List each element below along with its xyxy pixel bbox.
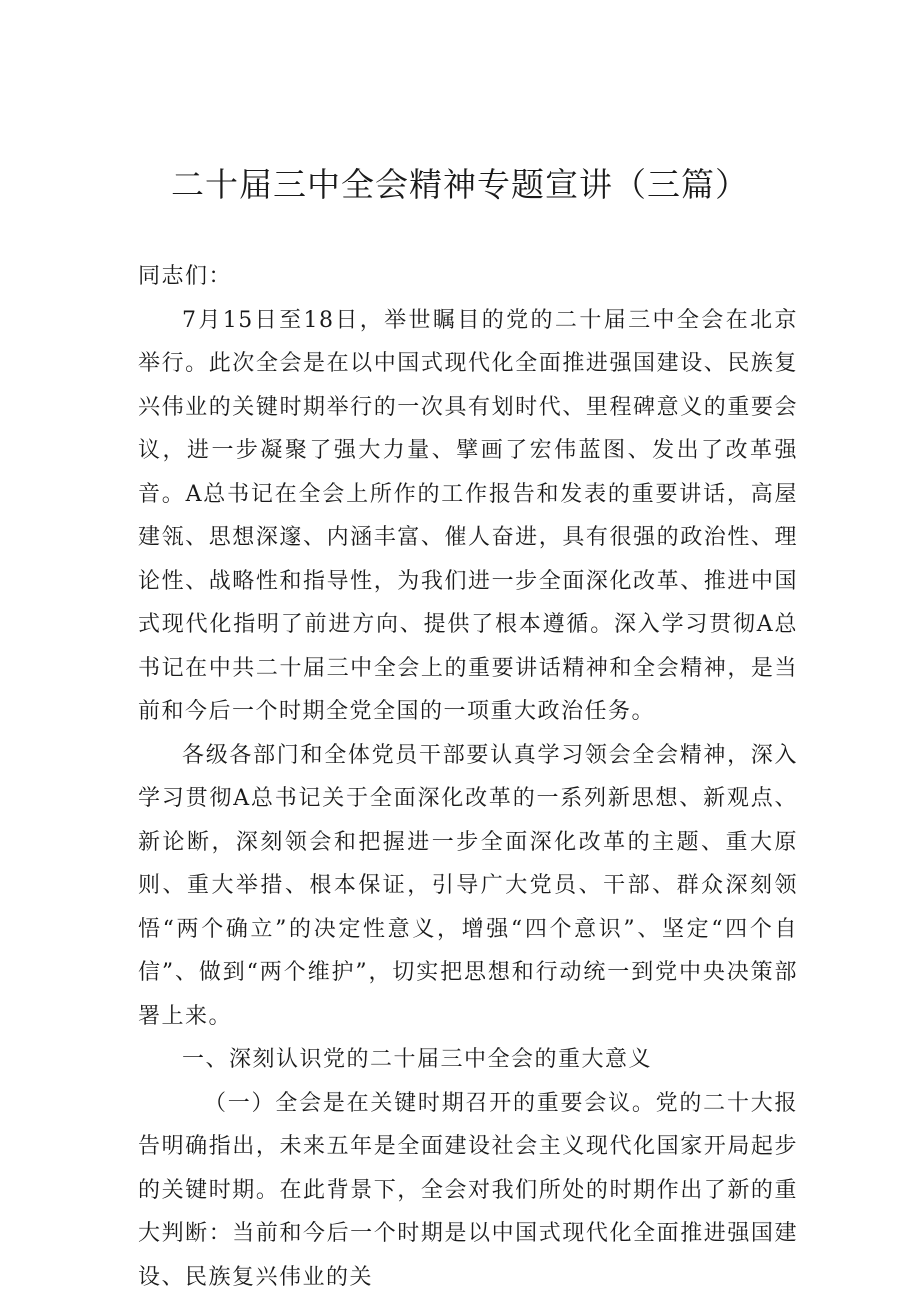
subsection-paragraph: （一）全会是在关键时期召开的重要会议。党的二十大报告明确指出，未来五年是全面建设社会主义现代化国家开局起步的关键时期。在此背景下，全会对我们所处的时期作出了新的重大判断：当前和今后一个时期是以中国式现代化全面推进强国建设、民族复兴伟业的关 bbox=[138, 1090, 798, 1290]
document-body bbox=[138, 255, 798, 1299]
paragraph-2: 各级各部门和全体党员干部要认真学习领会全会精神，深入学习贯彻A总书记关于全面深化改革的一系列新思想、新观点、新论断，深刻领会和把握进一步全面深化改革的主题、重大原则、重大举措、根本保证，引导广大党员、干部、群众深刻领悟“两个确立”的决定性意义，增强“四个意识”、坚定“四个自信”、做到“两个维护”，切实把思想和行动统一到党中央决策部署上来。 bbox=[138, 742, 798, 1029]
paragraph-1: 7月15日至18日，举世瞩目的党的二十届三中全会在北京举行。此次全会是在以中国式现代化全面推进强国建设、民族复兴伟业的关键时期举行的一次具有划时代、里程碑意义的重要会议，进一步凝聚了强大力量、擘画了宏伟蓝图、发出了改革强音。A总书记在全会上所作的工作报告和发表的重要讲话，高屋建瓴、思想深邃、内涵丰富、催人奋进，具有很强的政治性、理论性、战略性和指导性，为我们进一步全面深化改革、推进中国式现代化指明了前进方向、提供了根本遵循。深入学习贯彻A总书记在中共二十届三中全会上的重要讲话精神和全会精神，是当前和今后一个时期全党全国的一项重大政治任务。 bbox=[138, 307, 798, 724]
salutation: 同志们： bbox=[138, 264, 233, 289]
section-heading: 一、深刻认识党的二十届三中全会的重大意义 bbox=[182, 1047, 653, 1072]
document-title: 二十届三中全会精神专题宣讲（三篇） bbox=[171, 165, 749, 204]
